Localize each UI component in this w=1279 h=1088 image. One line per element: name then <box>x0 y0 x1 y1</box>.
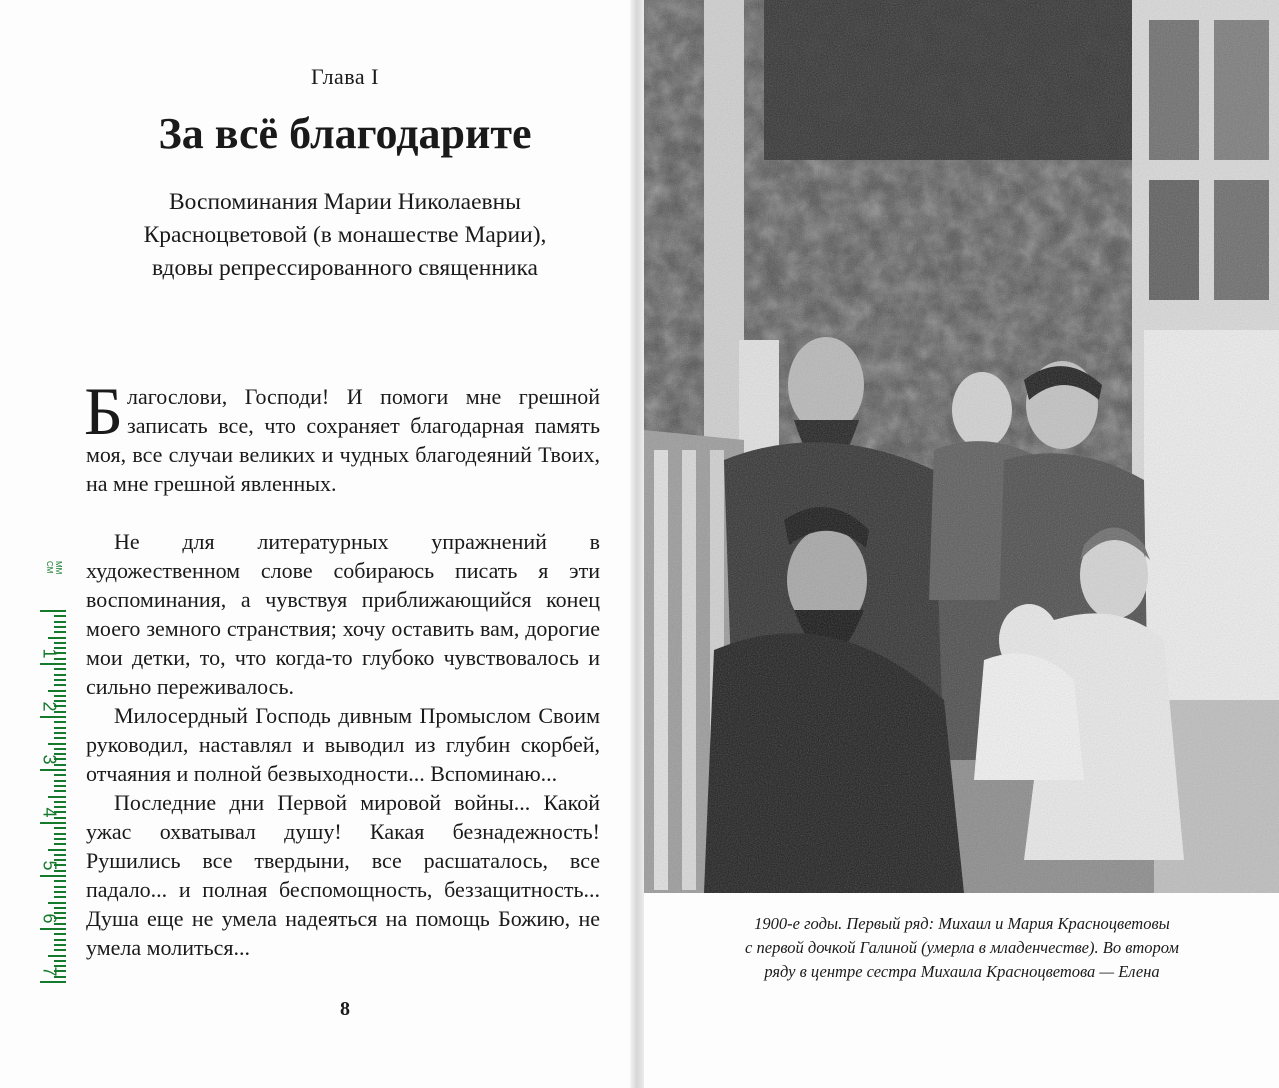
chapter-subtitle <box>90 186 600 285</box>
ruler-number: 7 <box>39 966 60 977</box>
caption-line: 1900-е годы. Первый ряд: Михаил и Мария Красноцветовы <box>754 914 1170 933</box>
ruler-tick <box>54 949 66 951</box>
ruler-tick <box>54 896 66 898</box>
ruler-tick <box>54 785 66 787</box>
ruler-tick <box>54 727 66 729</box>
ruler-tick <box>54 748 66 750</box>
caption-line: с первой дочкой Галиной (умерла в младенчестве). Во втором <box>745 938 1179 957</box>
ruler-tick <box>54 774 66 776</box>
ruler-tick <box>54 944 66 946</box>
ruler-number: 3 <box>39 754 60 765</box>
subtitle-line: Красноцветовой (в монашестве Марии), <box>143 222 547 248</box>
ruler-tick <box>54 732 66 734</box>
ruler-tick <box>40 610 66 612</box>
paragraph: Милосердный Господь дивным Промыслом Своим руководил, наставлял и выводил из глубин скорбей, отчаяния и полной безвыходности... Вспоминаю... <box>86 703 600 786</box>
photo-caption <box>672 912 1252 984</box>
ruler-tick <box>54 642 66 644</box>
ruler-tick <box>48 902 66 904</box>
ruler-tick <box>54 939 66 941</box>
ruler-tick <box>54 721 66 723</box>
ruler-tick <box>54 790 66 792</box>
ruler-tick <box>40 875 66 877</box>
ruler-tick <box>54 668 66 670</box>
caption-line: ряду в центре сестра Михаила Красноцветова — Елена <box>764 962 1160 981</box>
ruler-tick <box>48 849 66 851</box>
ruler-tick <box>54 833 66 835</box>
ruler-tick <box>54 880 66 882</box>
ruler-tick <box>54 827 66 829</box>
ruler-tick <box>54 695 66 697</box>
subtitle-line: Воспоминания Марии Николаевны <box>169 189 521 215</box>
ruler-tick <box>54 886 66 888</box>
ruler-unit-label: MM CM <box>45 561 63 575</box>
ruler-tick <box>54 684 66 686</box>
ruler-number: 2 <box>39 701 60 712</box>
ruler-tick <box>54 960 66 962</box>
ruler-tick <box>48 796 66 798</box>
ruler-tick <box>54 891 66 893</box>
left-page <box>0 0 639 1088</box>
ruler-tick <box>40 769 66 771</box>
ruler-tick <box>54 907 66 909</box>
ruler-tick <box>54 780 66 782</box>
ruler-tick <box>54 801 66 803</box>
ruler-tick <box>40 716 66 718</box>
ruler-tick <box>40 928 66 930</box>
ruler-number: 6 <box>39 913 60 924</box>
ruler-tick <box>48 690 66 692</box>
ruler-tick <box>54 838 66 840</box>
ruler-tick <box>54 621 66 623</box>
chapter-heading: Глава I <box>311 64 379 89</box>
ruler-tick <box>54 674 66 676</box>
paragraph: Последние дни Первой мировой войны... Какой ужас охватывал душу! Какая безнадежность! Рушились все твердыни, все расшаталось, все падало... и полная беспомощность, беззащитность... Душа еще не умела надеяться на помощь Божию, не умела молиться... <box>86 790 600 960</box>
ruler-tick <box>54 843 66 845</box>
body-text <box>84 373 600 962</box>
ruler-tick <box>40 663 66 665</box>
ruler-number: 5 <box>39 860 60 871</box>
ruler-tick <box>54 737 66 739</box>
ruler-number: 1 <box>39 648 60 659</box>
paragraph: Благослови, Господи! И помоги мне грешной записать все, что сохраняет благодарная память моя, все случаи великих и чудных благодеяний Твоих, на мне грешной явленных. <box>84 373 600 496</box>
book-gutter <box>630 0 644 1088</box>
ruler-tick <box>48 743 66 745</box>
paragraph: Не для литературных упражнений в художественном слове собираюсь писать я эти воспоминания, а чувствуя приближающийся конец моего земного странствия; хочу оставить вам, дорогие мои детки, то, что когда-то глубоко чувствовалось и сильно переживалось. <box>86 529 600 699</box>
drop-cap: Б <box>84 373 124 449</box>
right-page <box>644 0 1279 1088</box>
ruler-tick <box>54 631 66 633</box>
ruler-tick <box>54 626 66 628</box>
chapter-title: За всё благодарите <box>158 109 532 158</box>
ruler-tick <box>54 933 66 935</box>
scale-ruler <box>39 558 66 977</box>
family-photograph <box>644 0 1279 893</box>
page-number: 8 <box>340 998 350 1020</box>
ruler-number: 4 <box>39 807 60 818</box>
subtitle-line: вдовы репрессированного священника <box>151 255 538 281</box>
ruler-tick <box>48 637 66 639</box>
ruler-tick <box>40 822 66 824</box>
ruler-tick <box>48 955 66 957</box>
ruler-tick <box>54 854 66 856</box>
ruler-tick <box>54 615 66 617</box>
ruler-tick <box>40 981 66 983</box>
ruler-tick <box>54 679 66 681</box>
